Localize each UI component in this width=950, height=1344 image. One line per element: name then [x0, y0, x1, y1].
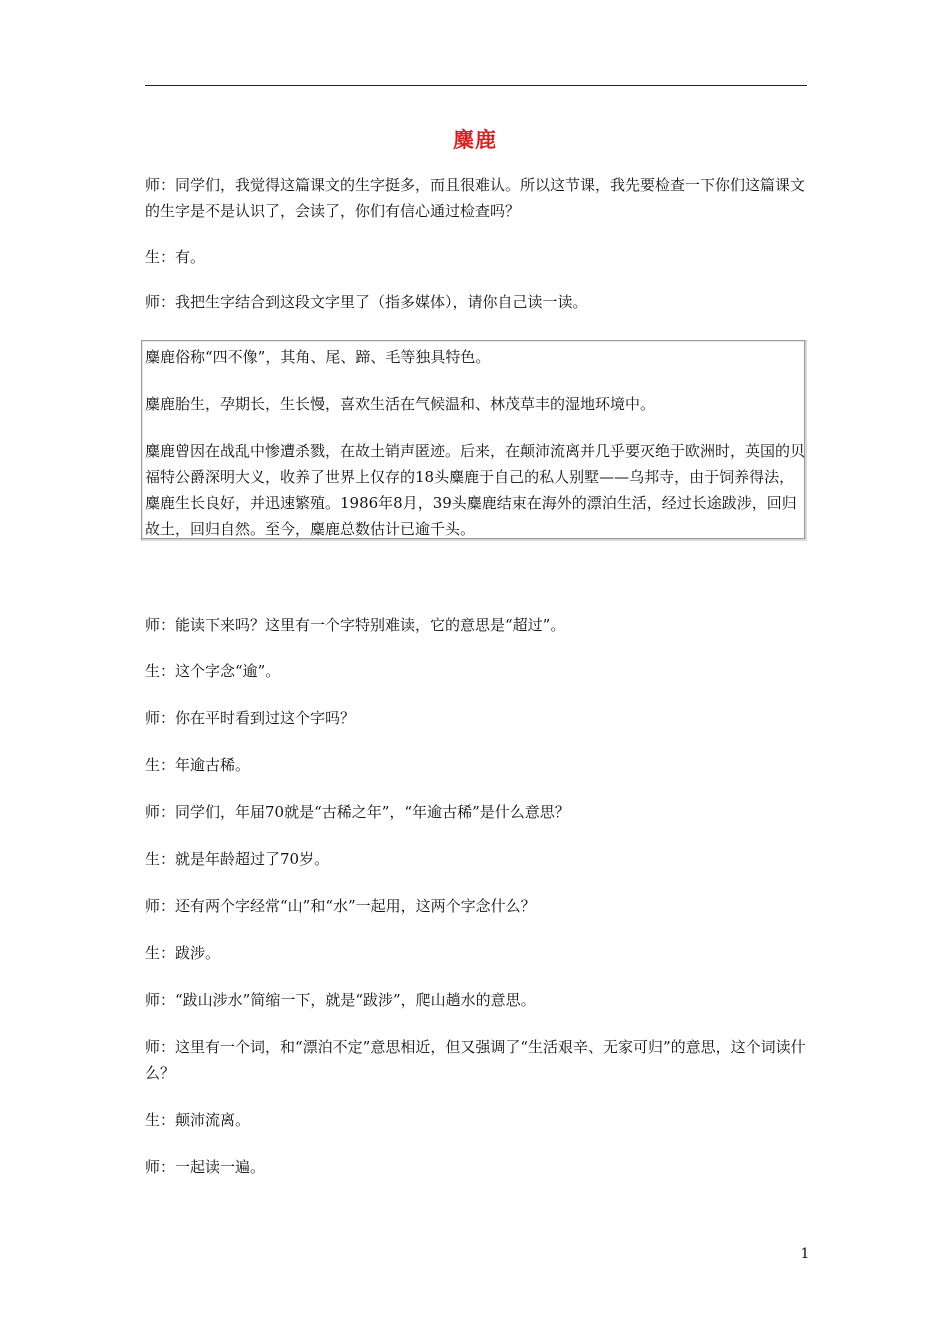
paragraph-answer: 生：有。 [145, 248, 206, 266]
dialogue-line: 师：你在平时看到过这个字吗？ [145, 709, 356, 727]
dialogue-line: 师：一起读一遍。 [145, 1158, 266, 1176]
paragraph-intro: 师：同学们，我觉得这篇课文的生字挺多，而且很难认。所以这节课，我先要检查一下你们这篇课文的生字是不是认识了，会读了，你们有信心通过检查吗？ [145, 176, 806, 220]
dialogue-line: 生：年逾古稀。 [145, 756, 251, 774]
dialogue-line: 师：这里有一个词，和“漂泊不定”意思相近，但又强调了“生活艰辛、无家可归”的意思，这个词读什么？ [145, 1038, 806, 1082]
dialogue-line: 师：同学们，年届70就是“古稀之年”，“年逾古稀”是什么意思？ [145, 803, 570, 821]
passage-paragraph: 麋鹿俗称“四不像”，其角、尾、蹄、毛等独具特色。 [145, 348, 491, 366]
dialogue-line: 师：还有两个字经常“山”和“水”一起用，这两个字念什么？ [145, 897, 536, 915]
dialogue-line: 生：这个字念“逾”。 [145, 662, 281, 680]
header-rule [145, 85, 807, 86]
dialogue-line: 师：“跋山涉水”简缩一下，就是“跋涉”，爬山趟水的意思。 [145, 991, 536, 1009]
passage-paragraph: 麋鹿胎生，孕期长，生长慢，喜欢生活在气候温和、林茂草丰的湿地环境中。 [145, 395, 656, 413]
page-number: 1 [800, 1246, 810, 1262]
dialogue-line: 生：颠沛流离。 [145, 1111, 251, 1129]
dialogue-line: 生：跋涉。 [145, 944, 221, 962]
dialogue-line: 生：就是年龄超过了70岁。 [145, 850, 330, 868]
paragraph-instruction: 师：我把生字结合到这段文字里了（指多媒体），请你自己读一读。 [145, 293, 588, 311]
dialogue-line: 师：能读下来吗？这里有一个字特别难读，它的意思是“超过”。 [145, 616, 566, 634]
reading-passage-box [141, 340, 807, 541]
passage-paragraph: 麋鹿曾因在战乱中惨遭杀戮，在故土销声匿迹。后来，在颠沛流离并几乎要灭绝于欧洲时，英国的贝福特公爵深明大义，收养了世界上仅存的18头麋鹿于自己的私人别墅——乌邦寺，由于饲养得法，麋鹿生长良好，并迅速繁殖。1986年8月，39头麋鹿结束在海外的漂泊生活，经过长途跋涉，回归故土，回归自然。至今，麋鹿总数估计已逾千头。 [145, 442, 806, 538]
document-title: 麋鹿 [453, 128, 497, 152]
